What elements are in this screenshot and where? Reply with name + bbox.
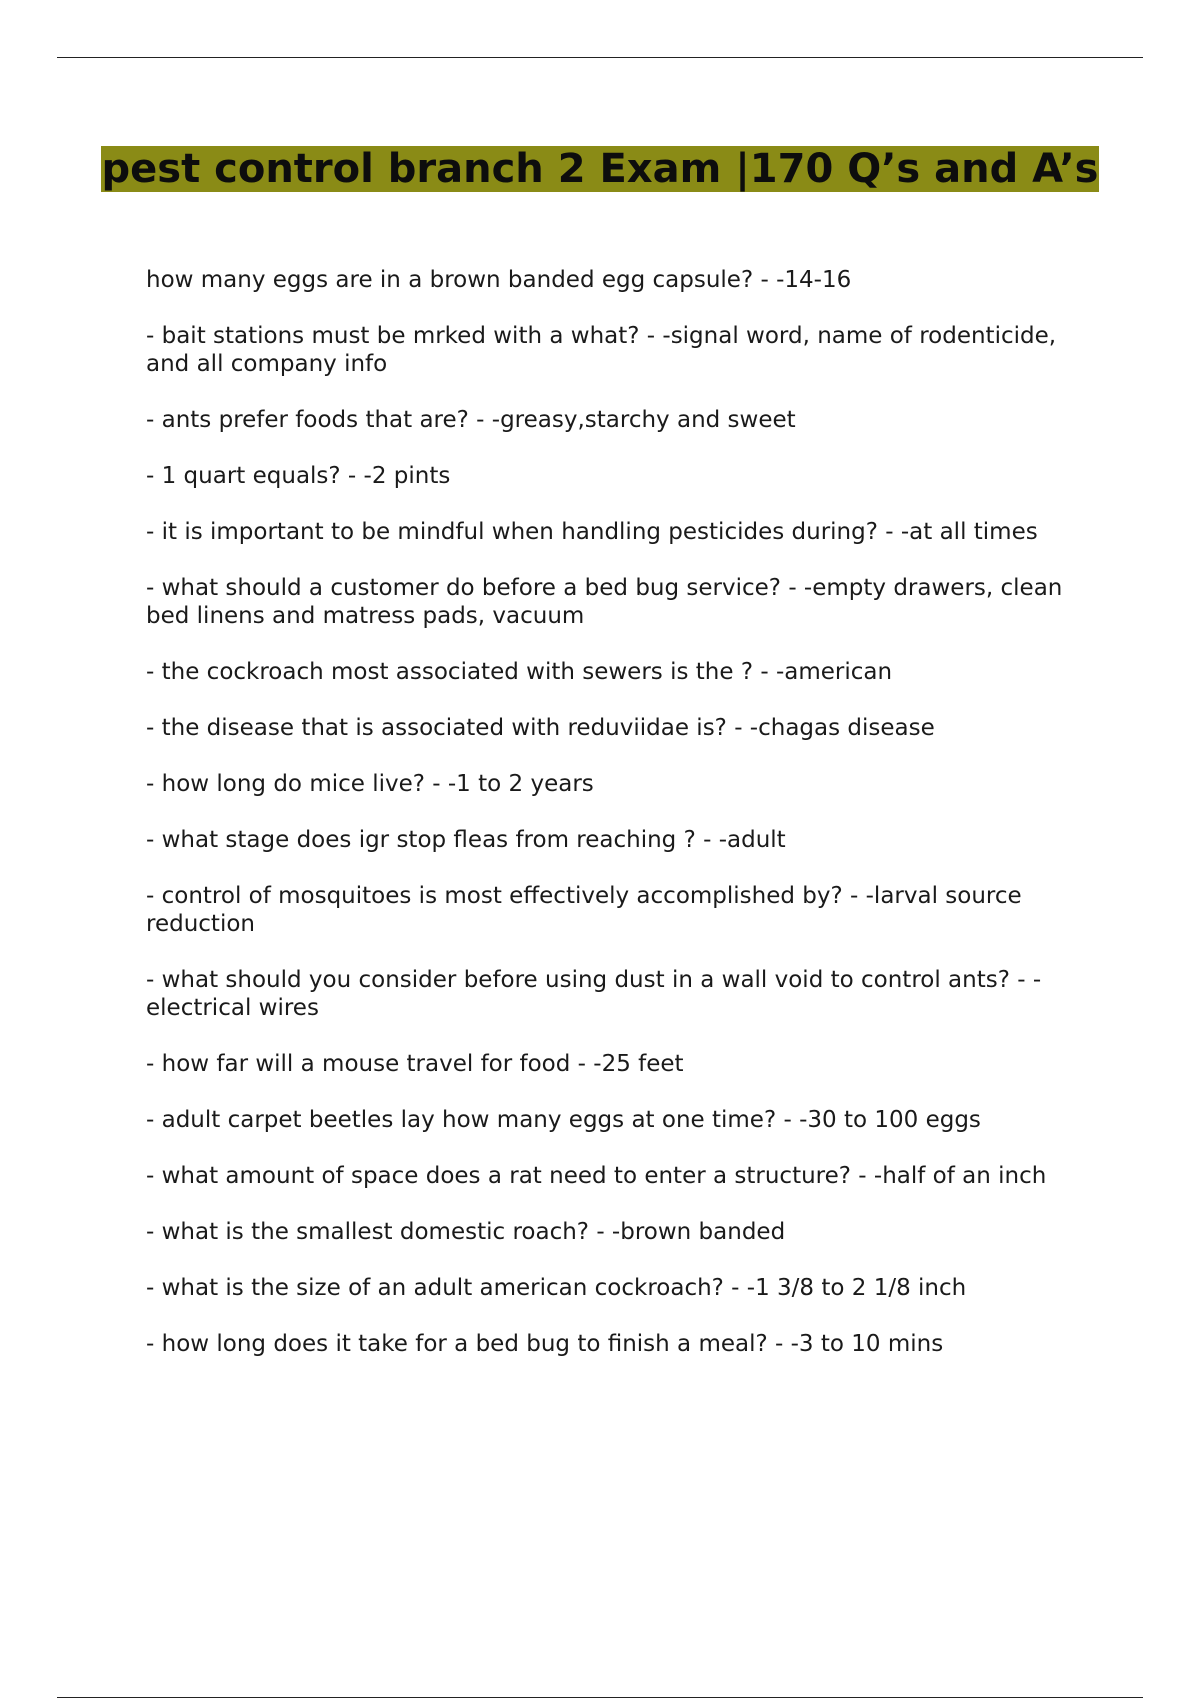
qa-item: - the cockroach most associated with sewers is the ? - -american <box>146 659 893 685</box>
qa-item: how many eggs are in a brown banded egg capsule? - -14-16 <box>146 267 852 293</box>
qa-item: - it is important to be mindful when handling pesticides during? - -at all times <box>146 519 1038 545</box>
qa-item: - adult carpet beetles lay how many eggs at one time? - -30 to 100 eggs <box>146 1107 981 1133</box>
qa-item: - control of mosquitoes is most effectively accomplished by? - -larval source reduction <box>146 883 1022 937</box>
qa-item: - the disease that is associated with reduviidae is? - -chagas disease <box>146 715 935 741</box>
qa-item: - what is the smallest domestic roach? - -brown banded <box>146 1219 786 1245</box>
qa-item: - what should a customer do before a bed bug service? - -empty drawers, clean bed linens and matress pads, vacuum <box>146 575 1063 629</box>
qa-item: - 1 quart equals? - -2 pints <box>146 463 451 489</box>
qa-item: - what should you consider before using dust in a wall void to control ants? - -electrical wires <box>146 967 1042 1021</box>
document-title <box>100 145 1100 193</box>
qa-item: - how far will a mouse travel for food - -25 feet <box>146 1051 684 1077</box>
document-title-text: pest control branch 2 Exam |170 Q’s and A’s <box>101 146 1099 192</box>
qa-item: - how long does it take for a bed bug to finish a meal? - -3 to 10 mins <box>146 1331 944 1357</box>
qa-item: - bait stations must be mrked with a what? - -signal word, name of rodenticide, and all company info <box>146 323 1057 377</box>
qa-item: - ants prefer foods that are? - -greasy,starchy and sweet <box>146 407 796 433</box>
qa-item: - how long do mice live? - -1 to 2 years <box>146 771 594 797</box>
footer-rule <box>57 1697 1143 1698</box>
qa-item: - what is the size of an adult american cockroach? - -1 3/8 to 2 1/8 inch <box>146 1275 967 1301</box>
qa-item: - what stage does igr stop fleas from reaching ? - -adult <box>146 827 786 853</box>
qa-list <box>146 266 1086 1386</box>
header-rule <box>57 57 1143 58</box>
qa-item: - what amount of space does a rat need to enter a structure? - -half of an inch <box>146 1163 1047 1189</box>
